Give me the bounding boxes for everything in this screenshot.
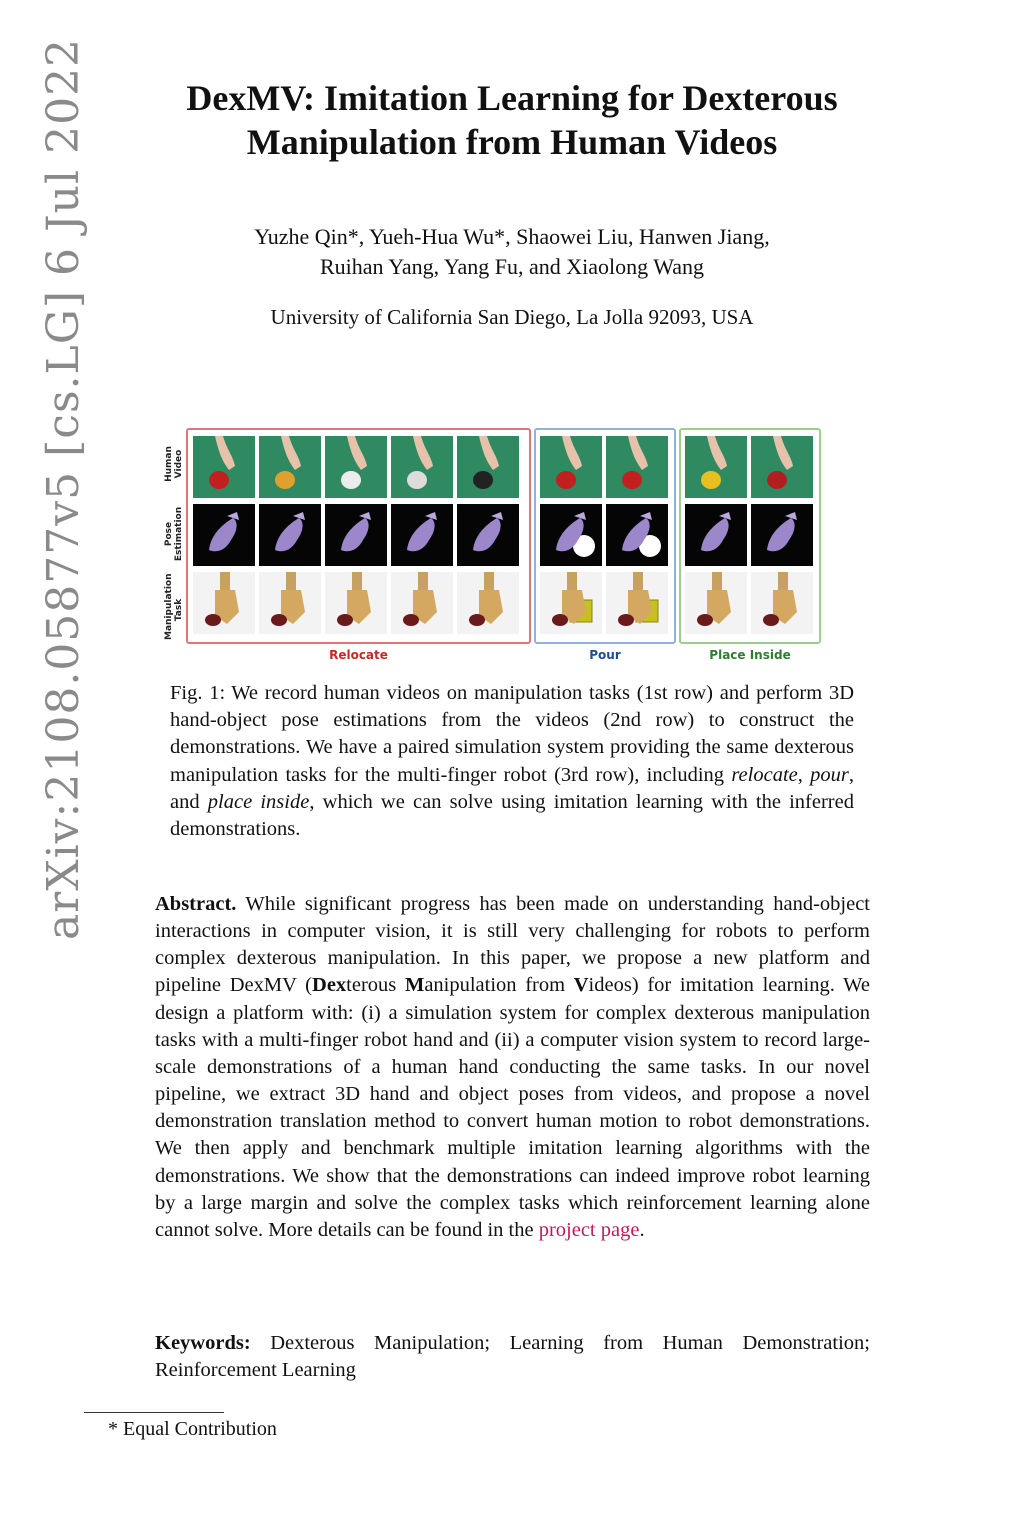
abstract-text-3: anipulation from [424, 974, 574, 997]
pose-estimation-frame [391, 504, 453, 566]
pose-estimation-frame [540, 504, 602, 566]
human-video-frame [457, 436, 519, 498]
abstract-bold-dex: Dex [312, 974, 347, 997]
simulation-frame [457, 572, 519, 634]
caption-sep-1: , [797, 763, 811, 786]
simulation-frame [259, 572, 321, 634]
footnote-divider [84, 1412, 224, 1413]
caption-text-1: We record human videos on manipulation tasks (1st row) and perform 3D hand-object pose estimations from the videos (2nd row) to construct the demonstrations. We have a paired simulation system providing the same dexterous manipulation tasks for the multi-finger robot (3rd row), including [170, 682, 854, 786]
arxiv-identifier [38, 24, 89, 940]
pose-estimation-frame [606, 504, 668, 566]
footnote-equal-contribution: * Equal Contribution [108, 1418, 277, 1440]
human-video-frame [391, 436, 453, 498]
place-inside-label: Place Inside [709, 648, 791, 662]
caption-task-pour: pour [810, 763, 849, 786]
human-video-frame [606, 436, 668, 498]
simulation-frame [193, 572, 255, 634]
human-video-frame [325, 436, 387, 498]
title-line-2: Manipulation from Human Videos [246, 122, 778, 162]
authors-line-2: Ruihan Yang, Yang Fu, and Xiaolong Wang [319, 254, 705, 279]
simulation-frame [751, 572, 813, 634]
keywords-text: Dexterous Manipulation; Learning from Human Demonstration; Reinforcement Learning [155, 1332, 870, 1382]
human-video-frame [540, 436, 602, 498]
row-label-pose-estimation: Pose Estimation [164, 506, 184, 562]
arxiv-date: 6 Jul 2022 [38, 37, 89, 276]
keywords [155, 1330, 870, 1384]
affiliation: University of California San Diego, La Jolla 92093, USA [270, 305, 754, 329]
row-label-manipulation-task: Manipulation Task [164, 573, 184, 640]
title-line-1: DexMV: Imitation Learning for Dexterous [186, 78, 838, 118]
caption-sep-2: , and [170, 763, 855, 813]
relocate-label: Relocate [329, 648, 388, 662]
human-video-frame [685, 436, 747, 498]
caption-text-2: , which we can solve using imitation learning with the inferred demonstrations. [170, 790, 854, 841]
human-video-frame [751, 436, 813, 498]
caption-label: Fig. 1: [170, 682, 226, 704]
arxiv-id: arXiv:2108.05877v5 [38, 470, 89, 940]
pour-label: Pour [589, 648, 621, 662]
pose-estimation-frame [193, 504, 255, 566]
abstract [155, 891, 870, 1244]
authors-line-1: Yuzhe Qin*, Yueh-Hua Wu*, Shaowei Liu, Hanwen Jiang, [254, 224, 770, 249]
arxiv-category: [cs.LG] [38, 289, 89, 457]
figure-1 [150, 428, 830, 666]
caption-task-place-inside: place inside [207, 790, 310, 813]
simulation-frame [325, 572, 387, 634]
simulation-frame [606, 572, 668, 634]
abstract-text-4: ideos) for imitation learning. We design a platform with: (i) a simulation system for complex dexterous manipulation tasks with a multi-finger robot hand and (ii) a computer vision system to record large-scale demonstrations of a human hand conducting the same tasks. In our novel pipeline, we extract 3D hand and object poses from videos, and propose a novel demonstration translation method to convert human motion to robot demonstrations. We then apply and benchmark multiple imitation learning algorithms with the demonstrations. We show that the demonstrations can indeed improve robot learning by a large margin and solve the complex tasks which reinforcement learning alone cannot solve. More details can be found in the [155, 974, 870, 1241]
abstract-end: . [639, 1218, 645, 1241]
abstract-bold-m: M [404, 974, 425, 997]
row-label-human-video: Human Video [164, 446, 184, 482]
project-page-link[interactable]: project page [538, 1218, 640, 1241]
human-video-frame [259, 436, 321, 498]
abstract-heading: Abstract. [155, 893, 237, 915]
abstract-text-2: terous [346, 974, 405, 997]
authors [150, 222, 874, 282]
keywords-heading: Keywords: [155, 1332, 251, 1354]
simulation-frame [685, 572, 747, 634]
simulation-frame [391, 572, 453, 634]
abstract-text-1: While significant progress has been made on understanding hand-object interactions in computer vision, it is still very challenging for robots to perform complex dexterous manipulation. In this paper, we propose a new platform and pipeline DexMV ( [155, 893, 870, 997]
pose-estimation-frame [751, 504, 813, 566]
human-video-frame [193, 436, 255, 498]
simulation-frame [540, 572, 602, 634]
figure-caption [170, 680, 854, 843]
pose-estimation-frame [259, 504, 321, 566]
caption-task-relocate: relocate [731, 763, 798, 786]
abstract-bold-v: V [573, 974, 589, 997]
paper-title [120, 76, 904, 164]
pose-estimation-frame [325, 504, 387, 566]
pose-estimation-frame [457, 504, 519, 566]
pose-estimation-frame [685, 504, 747, 566]
